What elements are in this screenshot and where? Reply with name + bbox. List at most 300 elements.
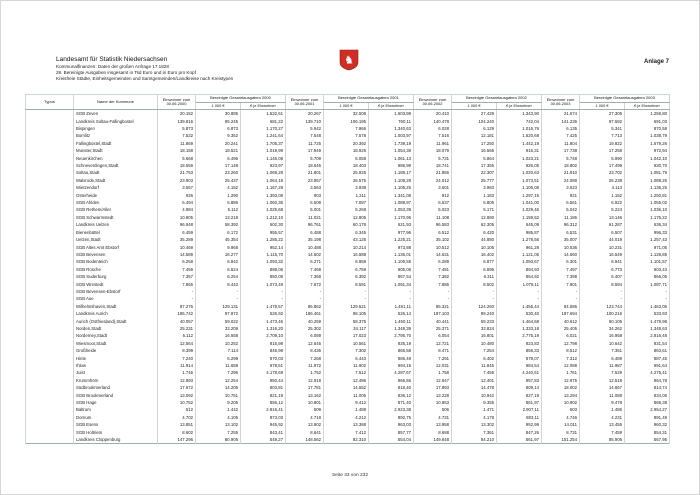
cell-value: 5.990 — [580, 155, 625, 162]
cell-value: 960,32 — [625, 421, 670, 428]
cell-value: 886,49 — [369, 355, 414, 362]
table-row — [26, 303, 670, 310]
cell-value: 6.873 — [196, 125, 241, 132]
cell-value: 151.254 — [542, 436, 580, 444]
cell-typus — [26, 369, 74, 376]
cell-value: 99.240 — [452, 310, 497, 317]
cell-value: 7.425 — [542, 132, 580, 139]
cell-value: 2.709,10 — [241, 332, 286, 339]
cell-value: 6.089 — [286, 332, 324, 339]
cell-value: 1.036,10 — [625, 206, 670, 213]
cell-value: 7.087 — [324, 199, 369, 206]
cell-value: 1.739,19 — [369, 140, 414, 147]
cell-value: 23.702 — [580, 169, 625, 176]
cell-value: - — [625, 288, 670, 295]
cell-value: 7.713 — [580, 132, 625, 139]
cell-value: 148.562 — [286, 436, 324, 444]
cell-value: 6.054 — [414, 332, 452, 339]
cell-kommune-name: SGB Suderburg — [74, 273, 158, 280]
cell-value: 836,12 — [369, 392, 414, 399]
cell-value: 139.710 — [286, 118, 324, 125]
cell-value: 1.019,99 — [241, 147, 286, 154]
cell-value: 16.566 — [452, 147, 497, 154]
cell-value: 9.205 — [196, 399, 241, 406]
cell-value: 3.938 — [324, 184, 369, 191]
cell-value: 4.178,69 — [241, 369, 286, 376]
cell-value: 869,38 — [625, 399, 670, 406]
cell-value: 23.903 — [158, 177, 196, 184]
cell-value: 742,04 — [497, 118, 542, 125]
table-row — [26, 221, 670, 228]
table-row — [26, 192, 670, 199]
cell-value: - — [324, 295, 369, 302]
cell-value: 1.136,01 — [369, 251, 414, 258]
cell-value: 526,92 — [241, 310, 286, 317]
table-row — [26, 184, 670, 191]
cell-value: 903,43 — [625, 266, 670, 273]
cell-value: 1.053,39 — [369, 206, 414, 213]
cell-kommune-name: Bomlitz — [74, 132, 158, 139]
cell-value: 952,14 — [241, 244, 286, 251]
cell-value: 921 — [542, 192, 580, 199]
cell-kommune-name: Norden,Stadt — [74, 325, 158, 332]
cell-typus — [26, 273, 74, 280]
cell-value: 10.642 — [580, 340, 625, 347]
cell-value: 17.148 — [196, 162, 241, 169]
cell-value: - — [369, 288, 414, 295]
cell-typus — [26, 295, 74, 302]
cell-value: 11.961 — [414, 140, 452, 147]
cell-value: 35.289 — [158, 236, 196, 243]
cell-value: 22.307 — [452, 169, 497, 176]
cell-value: 5.341 — [580, 125, 625, 132]
cell-value: 803,81 — [241, 384, 286, 391]
cell-value: 20.241 — [196, 140, 241, 147]
sub-header-tsd-2000: 1 000 € — [196, 102, 241, 110]
sub-header-tsd-2001: 1 000 € — [324, 102, 369, 110]
cell-value: 17.781 — [286, 384, 324, 391]
cell-value: 5.023 — [414, 206, 452, 213]
cell-value: 6.021 — [542, 332, 580, 339]
cell-value: 18.802 — [542, 162, 580, 169]
cell-typus — [26, 310, 74, 317]
cell-value: 9.412 — [324, 399, 369, 406]
cell-value: 85.905 — [580, 436, 625, 444]
cell-kommune-name: Landkreis Soltau-Fallingbostel — [74, 118, 158, 125]
cell-kommune-name: SGB Altes Amt Ebstorf — [74, 244, 158, 251]
table-header — [26, 95, 670, 110]
cell-value: 1.060,36 — [241, 199, 286, 206]
cell-value: 13.294 — [542, 392, 580, 399]
cell-value: 1.257,43 — [625, 236, 670, 243]
cell-value: 1.109,28 — [369, 177, 414, 184]
cell-value: 4.231 — [580, 414, 625, 421]
col-group-ausgaben-2001: Bereinigte Gesamtausgaben 2001 — [324, 95, 414, 103]
cell-value: 10.905 — [158, 214, 196, 221]
col-header-einwohner-2001: Einwohner zum 30.06.2001 — [286, 95, 324, 110]
cell-value: 809,14 — [497, 384, 542, 391]
cell-value: 17.738 — [542, 147, 580, 154]
cell-value: 149.848 — [414, 436, 452, 444]
table-row — [26, 340, 670, 347]
cell-value: 863,61 — [625, 347, 670, 354]
cell-value: 966,56 — [369, 377, 414, 384]
cell-kommune-name: Soltau,Stadt — [74, 169, 158, 176]
cell-value: 4.718 — [286, 414, 324, 421]
cell-value: - — [452, 288, 497, 295]
cell-value: 14.631 — [414, 251, 452, 258]
cell-value: 926 — [158, 192, 196, 199]
cell-value: 7.291 — [414, 355, 452, 362]
cell-value: 878,07 — [497, 355, 542, 362]
cell-kommune-name: Schneverdingen,Stadt — [74, 162, 158, 169]
cell-value: 1.479,57 — [241, 303, 286, 310]
cell-value: 994,15 — [369, 362, 414, 369]
table-row — [26, 355, 670, 362]
cell-value: 17.672 — [158, 384, 196, 391]
cell-typus — [26, 229, 74, 236]
cell-value: 97.872 — [196, 310, 241, 317]
table-row — [26, 295, 670, 302]
table-row — [26, 155, 670, 162]
cell-value: 1.211 — [324, 192, 369, 199]
cell-value: 16.588 — [324, 251, 369, 258]
cell-value: 6.058 — [324, 155, 369, 162]
cell-typus — [26, 155, 74, 162]
cell-value: 512 — [158, 406, 196, 413]
cell-value: 6.695 — [452, 266, 497, 273]
cell-value: 818,40 — [369, 384, 414, 391]
cell-value: 10.536 — [542, 244, 580, 251]
cell-value: 34.117 — [324, 325, 369, 332]
cell-value: 530,40 — [497, 310, 542, 317]
cell-value: 8.512 — [542, 347, 580, 354]
cell-value: 978,51 — [241, 362, 286, 369]
cell-value: 10.488 — [286, 244, 324, 251]
svg-text:♞: ♞ — [344, 54, 354, 67]
cell-value: 7.302 — [324, 347, 369, 354]
cell-kommune-name: SGB Wrestedt — [74, 281, 158, 288]
table-row — [26, 288, 670, 295]
cell-value: 1.532,61 — [241, 110, 286, 118]
cell-value: 1.078,11 — [497, 281, 542, 288]
cell-value: 567,95 — [625, 436, 670, 444]
cell-value: 82.310 — [324, 436, 369, 444]
cell-kommune-name: Südbrookmerland — [74, 384, 158, 391]
cell-value: - — [497, 295, 542, 302]
subtitle-line-2: 28. Bereinigte Ausgaben insgesamt in Tsd Euro und in Euro pro Kopf — [56, 70, 196, 75]
col-header-einwohner-2002: Einwohner zum 30.06.2002 — [414, 95, 452, 110]
cell-value: 5.171 — [452, 206, 497, 213]
cell-value: 13.302 — [452, 421, 497, 428]
cell-value: 1.121,05 — [497, 251, 542, 258]
cell-kommune-name: Aurich (Ostfriesland),Stadt — [74, 318, 158, 325]
cell-value: 13.388 — [324, 421, 369, 428]
cell-value: 10.561 — [324, 340, 369, 347]
cell-value: 6.254 — [196, 273, 241, 280]
sub-header-prokopf-2000: € je Einwohner — [241, 102, 286, 110]
cell-kommune-name: Landkreis Cloppenburg — [74, 436, 158, 444]
table-row — [26, 244, 670, 251]
cell-value: 123.744 — [580, 303, 625, 310]
cell-value: 16.549 — [580, 251, 625, 258]
cell-value: 12.798 — [542, 340, 580, 347]
cell-value: 6.958 — [324, 258, 369, 265]
col-header-typus: Typus — [26, 95, 74, 110]
cell-value: 26.575 — [324, 177, 369, 184]
sub-header-prokopf-2002: € je Einwohner — [497, 102, 542, 110]
cell-value: 6.507 — [580, 229, 625, 236]
cell-value: 7.455 — [452, 369, 497, 376]
cell-value: 7.459 — [580, 429, 625, 436]
cell-value: 6.299 — [196, 355, 241, 362]
cell-value: 6.877 — [452, 258, 497, 265]
cell-value: 5.042 — [542, 206, 580, 213]
cell-value: 823,83 — [497, 340, 542, 347]
cell-value: 1.064,18 — [241, 177, 286, 184]
cell-value: 973,88 — [369, 244, 414, 251]
cell-value: 1.343,90 — [497, 110, 542, 118]
cell-value: 6.531 — [542, 229, 580, 236]
cell-value: 18.002 — [542, 384, 580, 391]
cell-value: 13.902 — [286, 421, 324, 428]
cell-value: 11.845 — [452, 362, 497, 369]
cell-typus — [26, 288, 74, 295]
table-row — [26, 169, 670, 176]
cell-value: 963,03 — [369, 421, 414, 428]
cell-value: 2.907,11 — [497, 406, 542, 413]
cell-kommune-name: Ihlow — [74, 362, 158, 369]
cell-value: 1.128,85 — [625, 251, 670, 258]
cell-value: 17.258 — [580, 147, 625, 154]
cell-typus — [26, 177, 74, 184]
cell-kommune-name: SGB Zeven — [74, 110, 158, 118]
cell-value: 62.305 — [452, 221, 497, 228]
cell-value: 6.508 — [286, 199, 324, 206]
cell-value: 13.851 — [158, 421, 196, 428]
cell-value: 2.954,27 — [625, 406, 670, 413]
cell-value: 12.893 — [158, 377, 196, 384]
cell-value: 6.402 — [452, 355, 497, 362]
cell-value: 923,97 — [241, 162, 286, 169]
cell-value: 14.205 — [196, 384, 241, 391]
cell-value: - — [241, 288, 286, 295]
cell-value: 7.886 — [414, 281, 452, 288]
cell-value: 85.321 — [414, 303, 452, 310]
cell-value: 4.731 — [414, 414, 452, 421]
cell-value: 21.910 — [542, 169, 580, 176]
cell-value: 84.210 — [452, 436, 497, 444]
cell-value: 12.721 — [414, 340, 452, 347]
cell-value: - — [369, 295, 414, 302]
cell-value: 1.109,55 — [369, 258, 414, 265]
cell-value: - — [414, 295, 452, 302]
cell-value: 6.407 — [580, 273, 625, 280]
cell-value: 1.073,51 — [497, 177, 542, 184]
cell-value: 96.761 — [286, 221, 324, 228]
cell-value: 1.170,27 — [241, 125, 286, 132]
cell-value: 12.181 — [452, 132, 497, 139]
cell-value: 24.088 — [542, 177, 580, 184]
cell-typus — [26, 429, 74, 436]
cell-value: 1.042,10 — [625, 155, 670, 162]
table-row — [26, 258, 670, 265]
cell-value: 991,64 — [625, 362, 670, 369]
cell-value: 1.093,67 — [497, 258, 542, 265]
cell-value: 1.285,22 — [241, 236, 286, 243]
cell-value: - — [158, 295, 196, 302]
cell-value: 5.001 — [286, 206, 324, 213]
cell-value: 25.777 — [452, 177, 497, 184]
cell-value: 80.905 — [196, 436, 241, 444]
page-number: Seite 33 von 232 — [331, 473, 368, 478]
cell-kommune-name: SGB Brookmerland — [74, 392, 158, 399]
cell-typus — [26, 125, 74, 132]
cell-value: 12.975 — [542, 377, 580, 384]
cell-value: 6.420 — [452, 229, 497, 236]
cell-value: 1.189,17 — [369, 169, 414, 176]
cell-value: 40.259 — [286, 318, 324, 325]
cell-kommune-name: Dornum — [74, 414, 158, 421]
cell-value: 952,99 — [497, 421, 542, 428]
cell-value: 12.918 — [286, 377, 324, 384]
cell-value: 98.105 — [324, 310, 369, 317]
table-row — [26, 310, 670, 317]
cell-value: 8.688 — [414, 429, 452, 436]
cell-value: 1.463,06 — [625, 303, 670, 310]
cell-value: 8.641 — [286, 429, 324, 436]
cell-value: 11.972 — [286, 362, 324, 369]
cell-typus — [26, 206, 74, 213]
cell-value: 4.275,41 — [625, 369, 670, 376]
cell-value: 945,92 — [241, 421, 286, 428]
cell-value: 14.552 — [324, 384, 369, 391]
cell-value: 6.443 — [324, 355, 369, 362]
cell-value: 11.005 — [324, 392, 369, 399]
cell-value: 7.114 — [196, 347, 241, 354]
cell-kommune-name: SGB Bevensen-Ebstorf — [74, 288, 158, 295]
cell-value: 10.902 — [542, 399, 580, 406]
cell-value: 1.081,79 — [625, 169, 670, 176]
cell-value: 19.822 — [580, 140, 625, 147]
cell-value: 1.016,76 — [497, 125, 542, 132]
cell-value: 1.105,25 — [369, 184, 414, 191]
cell-value: 6.258 — [158, 258, 196, 265]
cell-value: 835,19 — [369, 340, 414, 347]
cell-value: 912 — [414, 192, 452, 199]
cell-value: 4.212 — [324, 414, 369, 421]
cell-value: 7.966 — [324, 125, 369, 132]
cell-value: 106.195 — [324, 118, 369, 125]
table-row — [26, 318, 670, 325]
cell-value: 871,40 — [369, 399, 414, 406]
cell-value: 846,98 — [241, 347, 286, 354]
cell-value: 187.694 — [542, 310, 580, 317]
cell-typus — [26, 281, 74, 288]
cell-typus — [26, 303, 74, 310]
table-row — [26, 266, 670, 273]
table-row — [26, 392, 670, 399]
cell-kommune-name: SGB Hage — [74, 399, 158, 406]
cell-value: 3.557 — [158, 184, 196, 191]
cell-value: 84.586 — [542, 303, 580, 310]
cell-kommune-name: SGB Rosche — [74, 266, 158, 273]
cell-value: 602,30 — [241, 221, 286, 228]
table-row — [26, 362, 670, 369]
cell-kommune-name: SGB Esens — [74, 421, 158, 428]
cell-typus — [26, 184, 74, 191]
cell-value: 6.496 — [196, 155, 241, 162]
cell-value: 6.301 — [542, 258, 580, 265]
cell-value: 86.862 — [286, 303, 324, 310]
cell-value: 9.968 — [196, 244, 241, 251]
cell-value: 6.941 — [580, 258, 625, 265]
table-row — [26, 162, 670, 169]
cell-value: 4.178 — [452, 414, 497, 421]
cell-value: 16.801 — [452, 332, 497, 339]
cell-value: 6.135 — [542, 125, 580, 132]
sub-header-tsd-2003: 1 000 € — [580, 102, 625, 110]
cell-kommune-name: Bienenbüttel — [74, 229, 158, 236]
table-row — [26, 436, 670, 444]
cell-value: 996,33 — [625, 229, 670, 236]
cell-kommune-name: Fallingbostel,Stadt — [74, 140, 158, 147]
cell-value: 1.020,63 — [497, 169, 542, 176]
cell-value: 96.583 — [414, 221, 452, 228]
cell-value: 1.333,18 — [497, 325, 542, 332]
table-row — [26, 399, 670, 406]
cell-kommune-name: Osterheide — [74, 192, 158, 199]
cell-value: 1.290 — [196, 192, 241, 199]
cell-value: 955,57 — [241, 229, 286, 236]
cell-value: 5.748 — [542, 155, 580, 162]
col-group-ausgaben-2002: Bereinigte Gesamtausgaben 2002 — [452, 95, 542, 103]
cell-value: 8.436 — [286, 347, 324, 354]
cell-value: 1.241,64 — [241, 132, 286, 139]
cell-value: 7.512 — [324, 369, 369, 376]
cell-value: 147.296 — [158, 436, 196, 444]
cell-typus — [26, 325, 74, 332]
cell-value: - — [196, 288, 241, 295]
cell-value: 636,34 — [625, 221, 670, 228]
cell-value: 4.240,61 — [497, 369, 542, 376]
cell-value: 7.296 — [196, 369, 241, 376]
cell-value: 97.592 — [580, 118, 625, 125]
cell-value: - — [580, 288, 625, 295]
cell-value: 821,19 — [241, 392, 286, 399]
cell-value: 8.731 — [542, 429, 580, 436]
cell-typus — [26, 258, 74, 265]
cell-value: 35.007 — [542, 236, 580, 243]
cell-value: 6.537 — [414, 199, 452, 206]
cell-kommune-name: Landkreis Uelzen — [74, 221, 158, 228]
cell-value: 40.612 — [542, 318, 580, 325]
cell-value: 891,49 — [625, 414, 670, 421]
cell-value: 1.450,11 — [369, 318, 414, 325]
cell-typus — [26, 169, 74, 176]
cell-value: 25.231 — [158, 325, 196, 332]
cell-value: 23.260 — [196, 169, 241, 176]
cell-value: 1.023,21 — [497, 155, 542, 162]
cell-value: 6.624 — [196, 266, 241, 273]
cell-value: 140.478 — [414, 118, 452, 125]
cell-value: 815,98 — [241, 340, 286, 347]
cell-value: 11.914 — [158, 362, 196, 369]
cell-value: 100.216 — [580, 310, 625, 317]
cell-value: 13.958 — [414, 421, 452, 428]
cell-value: 1.212,10 — [241, 214, 286, 221]
cell-value: 8.594 — [580, 281, 625, 288]
